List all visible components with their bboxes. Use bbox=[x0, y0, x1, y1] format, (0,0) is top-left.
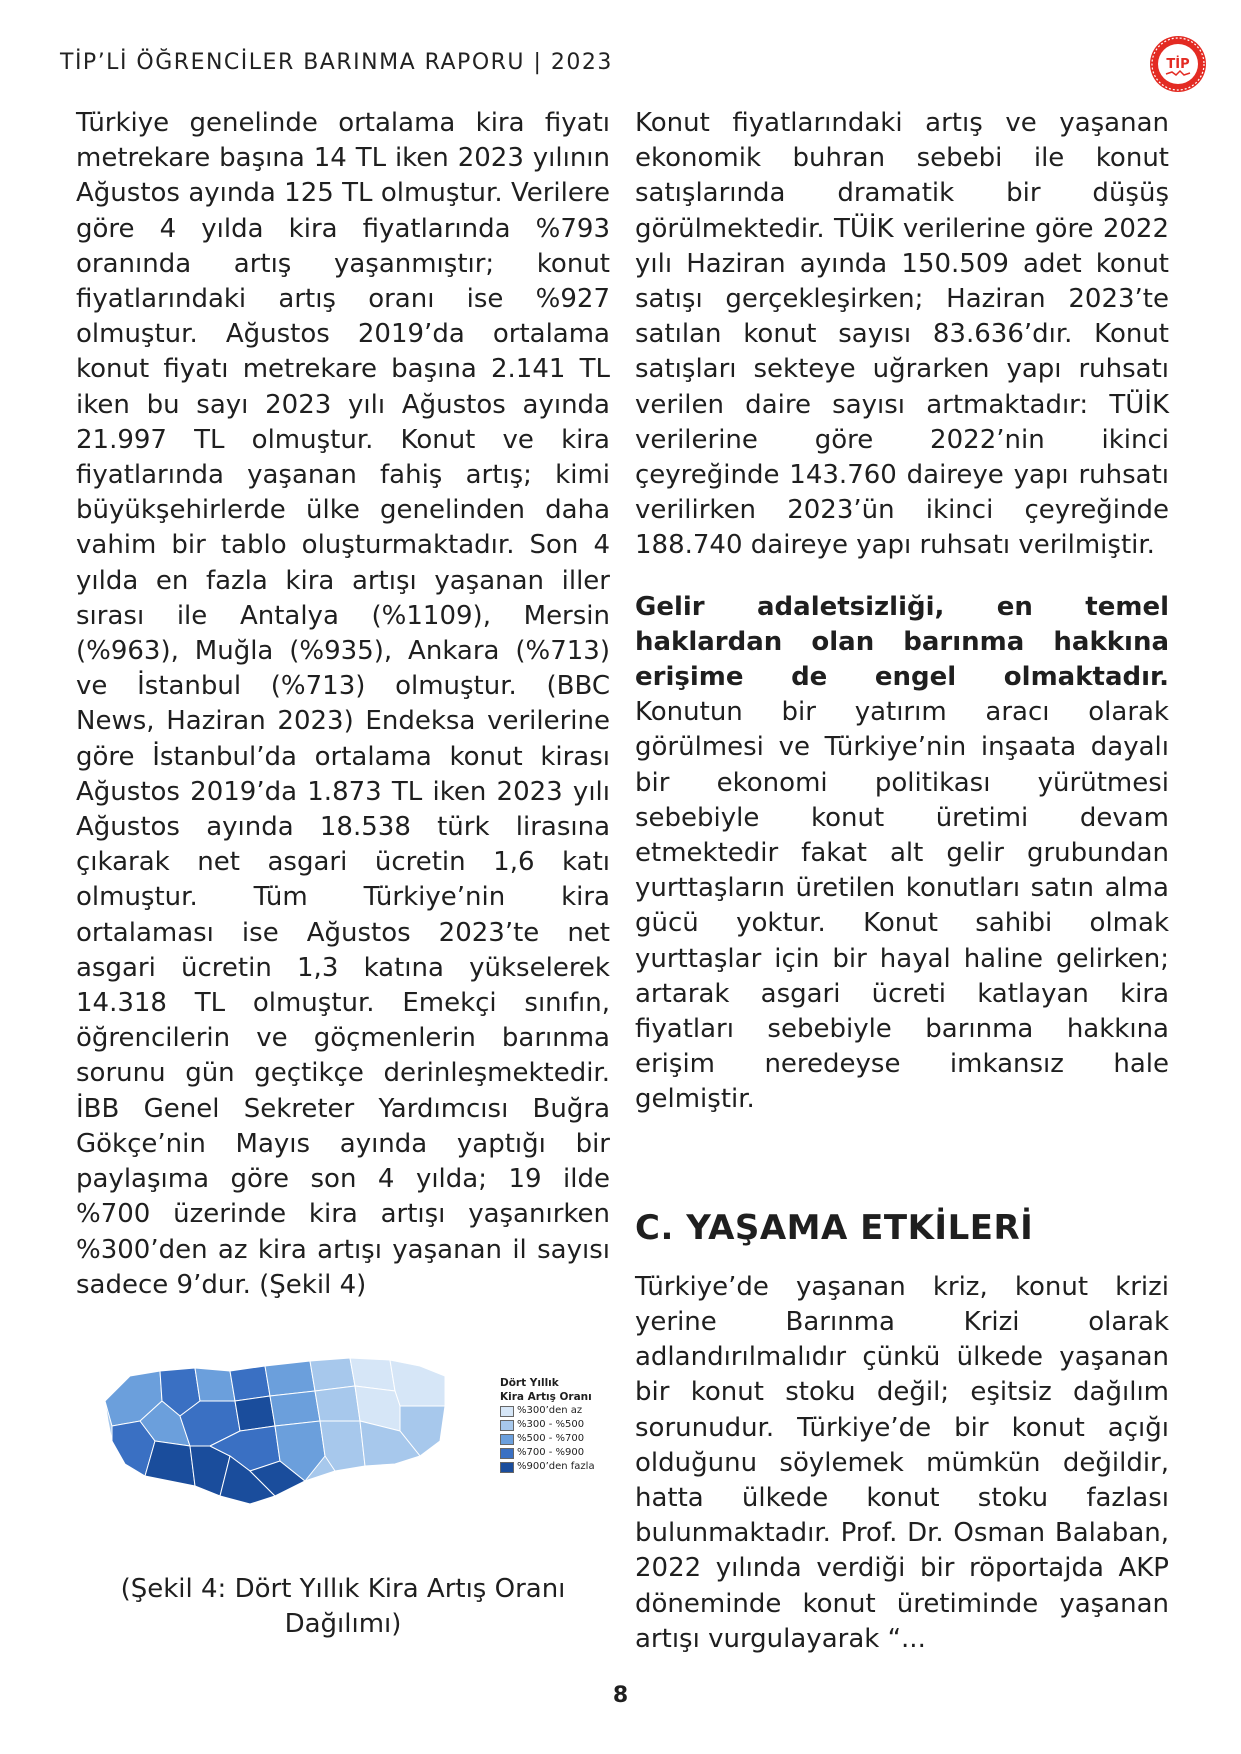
right-paragraph-1: Konut fiyatlarındaki artış ve yaşanan ekonomik buhran sebebi ile konut satışlarında dramatik bir düşüş görülmektedir. TÜİK verilerine göre 2022 yılı Haziran ayında 150.509 adet konut satışı gerçekleşirken; Haziran 2023’te satılan konut sayısı 83.636’dır. Konut satışları sekteye uğrarken yapı ruhsatı verilen daire sayısı artmaktadır: TÜİK verilerine göre 2022’nin ikinci çeyreğinde 143.760 daireye yapı ruhsatı verilirken 2023’ün ikinci çeyreğinde 188.740 daireye yapı ruhsatı verilmiştir. bbox=[635, 108, 1169, 561]
legend-item bbox=[500, 1460, 620, 1474]
left-column bbox=[76, 106, 610, 1303]
right-paragraph-3: Türkiye’de yaşanan kriz, konut krizi yerine Barınma Krizi olarak adlandırılmalıdır çünkü ülkede yaşanan bir konut stoku değil; eşitsiz dağılım sorunudur. Türkiye’de bir konut açığı olduğunu söylemek mümkün değildir, hatta ülkede konut stoku fazlası bulunmaktadır. Prof. Dr. Osman Balaban, 2022 yılında verdiği bir röportajda AKP döneminde konut üretiminde yaşanan artışı vurgulayarak “... bbox=[635, 1271, 1169, 1654]
legend-label: %900’den fazla bbox=[517, 1461, 595, 1472]
report-header-title: TİP’Lİ ÖĞRENCİLER BARINMA RAPORU | 2023 bbox=[60, 50, 613, 75]
legend-label: %300 - %500 bbox=[517, 1419, 585, 1430]
paragraph-2-bold-lead: Gelir adaletsizliği, en temel haklardan olan barınma hakkına erişime de engel olmaktadır. bbox=[635, 591, 1169, 693]
figure-caption: (Şekil 4: Dört Yıllık Kira Artış Oranı Dağılımı) bbox=[120, 1574, 566, 1639]
section-heading: C. YAŞAMA ETKİLERİ bbox=[635, 1207, 1034, 1248]
legend-item bbox=[500, 1446, 620, 1460]
paragraph-2-body: Konutun bir yatırım aracı olarak görülmesi ve Türkiye’nin inşaata dayalı bir ekonomi politikası yürütmesi sebebiyle konut üretimi devam etmektedir fakat alt gelir grubundan yurttaşların üretilen konutları satın alma gücü yoktur. Konut sahibi olmak yurttaşlar için bir hayal haline gelirken; artarak asgari ücreti katlayan kira fiyatları sebebiyle barınma hakkına erişim neredeyse imkansız hale gelmiştir. bbox=[635, 697, 1169, 1115]
page-number: 8 bbox=[612, 1683, 629, 1708]
legend-label: %300’den az bbox=[517, 1405, 583, 1416]
legend-item bbox=[500, 1432, 620, 1446]
legend-title-line2: Kira Artış Oranı bbox=[500, 1391, 592, 1403]
logo-text: TİP bbox=[1166, 57, 1190, 72]
right-paragraph-2 bbox=[635, 590, 1169, 1118]
legend-label: %700 - %900 bbox=[517, 1447, 585, 1458]
tip-logo bbox=[1148, 34, 1208, 94]
left-paragraph: Türkiye genelinde ortalama kira fiyatı metrekare başına 14 TL iken 2023 yılının Ağustos ayında 125 TL olmuştur. Verilere göre 4 yılda kira fiyatlarında %793 oranında artış yaşanmıştır; konut fiyatlarındaki artış oranı ise %927 olmuştur. Ağustos 2019’da ortalama konut fiyatı metrekare başına 2.141 TL iken bu sayı 2023 yılı Ağustos ayında 21.997 TL olmuştur. Konut ve kira fiyatlarında yaşanan fahiş artış; kimi büyükşehirlerde ülke genelinden daha vahim bir tablo oluşturmaktadır. Son 4 yılda en fazla kira artışı yaşanan iller sırası ile Antalya (%1109), Mersin (%963), Muğla (%935), Ankara (%713) ve İstanbul (%713) olmuştur. (BBC News, Haziran 2023) Endeksa verilerine göre İstanbul’da ortalama konut kirası Ağustos 2019’da 1.873 TL iken 2023 yılı Ağustos ayında 18.538 türk lirasına çıkarak net asgari ücretin 1,6 katı olmuştur. Tüm Türkiye’nin kira ortalaması ise Ağustos 2023’te net asgari ücretin 1,3 katına yükselerek 14.318 TL olmuştur. Emekçi sınıfın, öğrencilerin ve göçmenlerin barınma sorunu gün geçtikçe derinleşmektedir. İBB Genel Sekreter Yardımcısı Buğra Gökçe’nin Mayıs ayında yaptığı bir paylaşıma göre son 4 yılda; 19 ilde %700 üzerinde kira artışı yaşanırken %300’den az kira artışı yaşanan il sayısı sadece 9’dur. (Şekil 4) bbox=[76, 108, 610, 1300]
legend-title-line1: Dört Yıllık bbox=[500, 1377, 559, 1389]
legend-label: %500 - %700 bbox=[517, 1433, 585, 1444]
right-column bbox=[635, 106, 1169, 1657]
legend-item bbox=[500, 1418, 620, 1432]
map-legend bbox=[500, 1376, 620, 1474]
legend-item bbox=[500, 1404, 620, 1418]
